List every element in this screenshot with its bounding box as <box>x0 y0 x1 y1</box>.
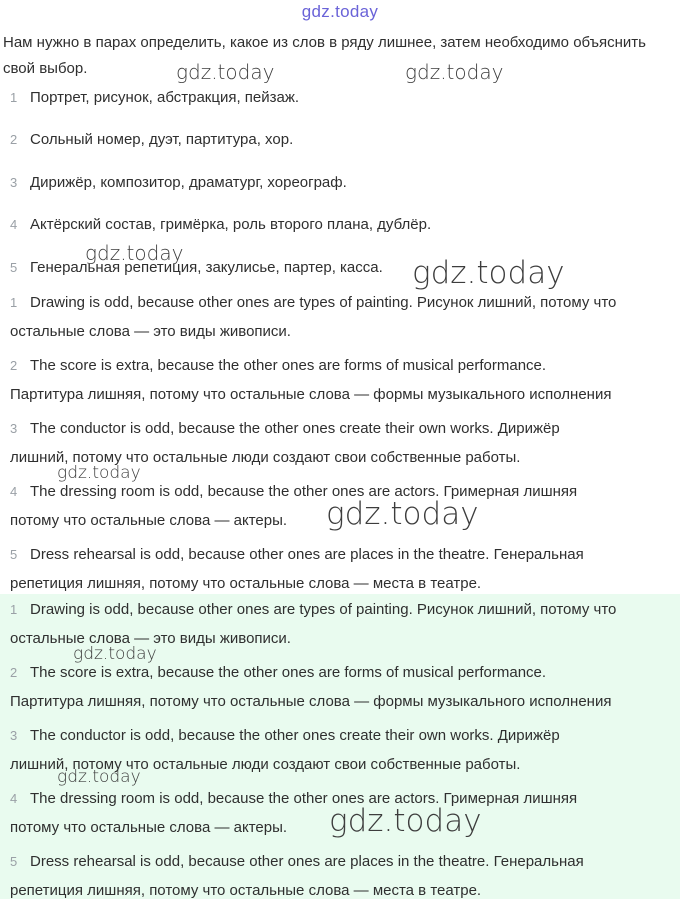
list-item <box>10 126 675 154</box>
answer-number: 4 <box>10 791 18 806</box>
answer-text-1: The conductor is odd, because the other ones create their own works. Дирижёр <box>30 420 560 437</box>
watermark: gdz.today <box>176 60 275 84</box>
watermark: gdz.today <box>57 767 141 787</box>
item-text: Генеральная репетиция, закулисье, партер, касса. <box>30 259 383 276</box>
item-text: Актёрский состав, гримёрка, роль второго плана, дублёр. <box>30 216 432 233</box>
answer-text-2: остальные слова — это виды живописи. <box>10 322 291 340</box>
answer-text-1: Dress rehearsal is odd, because other ones are places in the theatre. Генеральная <box>30 546 584 563</box>
answer-text-2: лишний, потому что остальные люди создают свои собственные работы. <box>10 448 521 466</box>
answer-text-1: The conductor is odd, because the other ones create their own works. Дирижёр <box>30 727 560 744</box>
list-item <box>10 211 675 239</box>
answer-item <box>10 541 676 598</box>
item-text: Сольный номер, дуэт, партитура, хор. <box>30 131 294 148</box>
answer-text-1: Drawing is odd, because other ones are types of painting. Рисунок лишний, потому что <box>30 294 617 311</box>
answer-number: 5 <box>10 854 18 869</box>
answer-text-1: Dress rehearsal is odd, because other ones are places in the theatre. Генеральная <box>30 853 584 870</box>
answer-text-2: репетиция лишняя, потому что остальные слова — места в театре. <box>10 881 482 899</box>
watermark: gdz.today <box>73 644 157 664</box>
answer-item <box>10 352 676 409</box>
answer-number: 3 <box>10 728 18 743</box>
item-number: 4 <box>10 217 18 232</box>
item-text: Портрет, рисунок, абстракция, пейзаж. <box>30 89 300 106</box>
answer-text-2: лишний, потому что остальные люди создают свои собственные работы. <box>10 755 521 773</box>
highlighted-answer-item <box>10 659 676 716</box>
answer-number: 3 <box>10 421 18 436</box>
list-item <box>10 84 675 112</box>
answer-item <box>10 289 676 346</box>
answer-text-2: Партитура лишняя, потому что остальные слова — формы музыкального исполнения <box>10 385 612 403</box>
item-number: 2 <box>10 132 18 147</box>
watermark: gdz.today <box>412 255 565 291</box>
answer-number: 2 <box>10 665 18 680</box>
answer-text-2: репетиция лишняя, потому что остальные слова — места в театре. <box>10 574 482 592</box>
item-number: 3 <box>10 175 18 190</box>
item-number: 1 <box>10 90 18 105</box>
answer-text-1: The score is extra, because the other ones are forms of musical performance. <box>30 357 547 374</box>
answer-number: 1 <box>10 602 18 617</box>
answer-text-2: Партитура лишняя, потому что остальные слова — формы музыкального исполнения <box>10 692 612 710</box>
answer-number: 1 <box>10 295 18 310</box>
site-title[interactable]: gdz.today <box>301 2 379 21</box>
list-item <box>10 169 675 197</box>
answer-text-2: потому что остальные слова — актеры. <box>10 818 288 836</box>
answer-text-1: The score is extra, because the other ones are forms of musical performance. <box>30 664 547 681</box>
watermark: gdz.today <box>329 803 482 839</box>
answer-number: 5 <box>10 547 18 562</box>
watermark: gdz.today <box>57 463 141 483</box>
answer-text-1: The dressing room is odd, because the other ones are actors. Гримерная лишняя <box>30 483 578 500</box>
task-intro: Нам нужно в парах определить, какое из слов в ряду лишнее, затем необходимо объяснить свой выбор. <box>3 34 646 77</box>
answer-text-1: The dressing room is odd, because the other ones are actors. Гримерная лишняя <box>30 790 578 807</box>
answer-text-1: Drawing is odd, because other ones are types of painting. Рисунок лишний, потому что <box>30 601 617 618</box>
watermark: gdz.today <box>85 241 184 265</box>
watermark: gdz.today <box>405 60 504 84</box>
answer-number: 4 <box>10 484 18 499</box>
item-text: Дирижёр, композитор, драматург, хореограф. <box>30 174 347 191</box>
item-number: 5 <box>10 260 18 275</box>
answer-text-2: остальные слова — это виды живописи. <box>10 629 291 647</box>
answer-number: 2 <box>10 358 18 373</box>
answer-text-2: потому что остальные слова — актеры. <box>10 511 288 529</box>
watermark: gdz.today <box>326 496 479 532</box>
highlighted-answer-item <box>10 848 676 905</box>
